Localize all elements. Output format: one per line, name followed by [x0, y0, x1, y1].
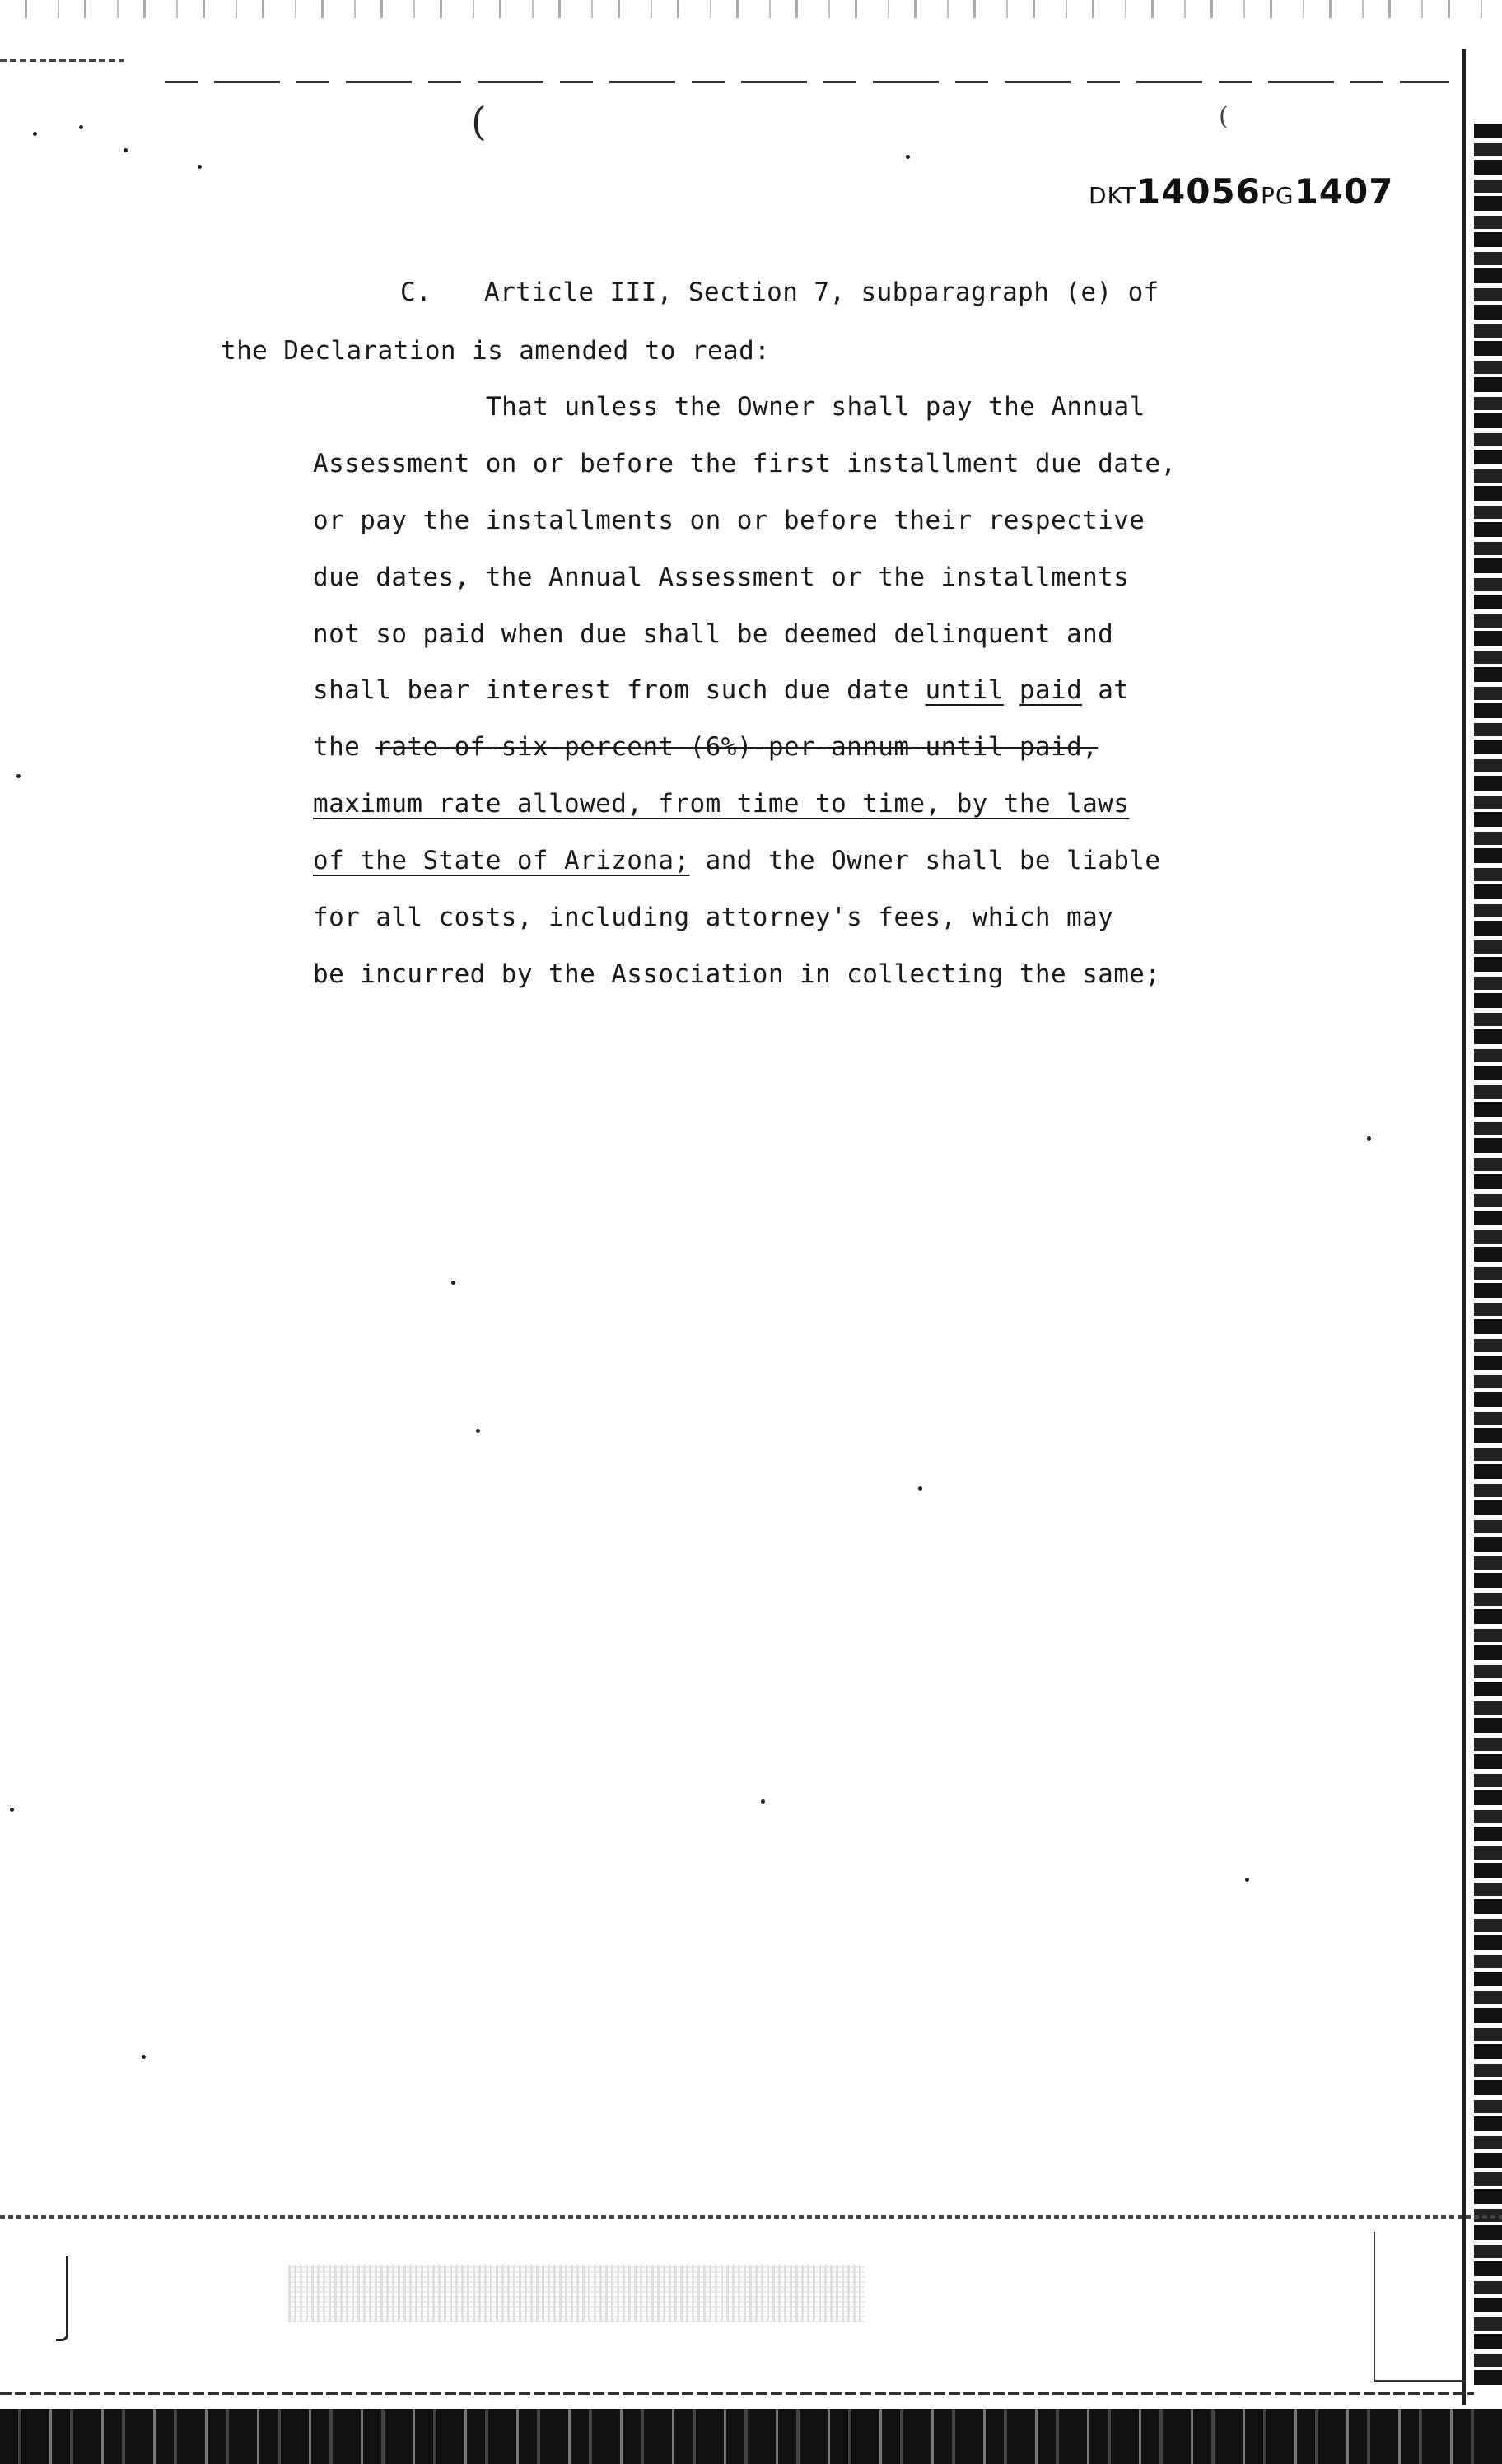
body-line-6 — [313, 675, 1129, 705]
docket-page-prefix: PG — [1260, 182, 1294, 209]
scan-edge-line — [1462, 49, 1466, 2405]
scan-noise-top — [0, 0, 1502, 18]
body-line-8-underlined: maximum rate allowed, from time to time, by the laws — [313, 789, 1130, 819]
scan-speck — [16, 774, 21, 778]
scan-speck — [918, 1486, 922, 1491]
scan-rule-top-left — [0, 59, 124, 62]
body-line-7 — [313, 732, 1098, 762]
scan-speck — [142, 2055, 146, 2059]
scan-border-right — [1474, 124, 1502, 2388]
underlined-state-of-arizona: of the State of Arizona; — [313, 846, 690, 875]
scan-speck — [761, 1799, 765, 1804]
body-line-6-text: shall bear interest from such due date — [313, 675, 926, 705]
scan-bracket-mark — [56, 2256, 68, 2341]
body-line-10: for all costs, including attorney's fees, which may — [313, 903, 1114, 932]
struck-through-text: rate-of-six-percent-(6%)-per-annum-until-paid, — [376, 732, 1099, 762]
body-line-1: That unless the Owner shall pay the Annual — [486, 392, 1145, 422]
scan-border-bottom — [0, 2409, 1502, 2464]
body-line-3: or pay the installments on or before their respective — [313, 506, 1145, 535]
underlined-until: until — [925, 675, 1004, 705]
body-line-5: not so paid when due shall be deemed delinquent and — [313, 619, 1114, 649]
scan-speck — [1245, 1878, 1249, 1882]
body-line-6-end: at — [1082, 675, 1130, 705]
scan-rule-top — [165, 81, 1449, 83]
docket-book-number: 14056 — [1136, 171, 1261, 212]
scan-box-mark — [1374, 2232, 1466, 2382]
body-line-9 — [313, 846, 1160, 875]
scan-paren-mark-right: ( — [1219, 102, 1229, 131]
body-line-7-text: the — [313, 732, 376, 762]
scan-speck — [906, 155, 910, 159]
section-letter: C. — [400, 278, 432, 307]
body-line-4: due dates, the Annual Assessment or the installments — [313, 562, 1130, 592]
scan-speck — [124, 148, 128, 152]
scan-rule-bottom — [0, 2215, 1502, 2219]
body-line-6-space — [1004, 675, 1019, 705]
scan-speck — [1367, 1136, 1371, 1141]
docket-page-number: 1407 — [1294, 171, 1394, 212]
section-intro-line-2: the Declaration is amended to read: — [221, 336, 771, 366]
scan-rule-footer — [0, 2392, 1474, 2395]
scan-speck — [198, 165, 202, 169]
scan-speck — [33, 132, 37, 136]
section-intro-line-1: Article III, Section 7, subparagraph (e) of — [484, 278, 1159, 307]
underlined-paid: paid — [1019, 675, 1083, 705]
body-line-9-end: and the Owner shall be liable — [689, 846, 1161, 875]
docket-page-stamp — [1089, 171, 1393, 212]
docket-book-prefix: DKT — [1089, 182, 1136, 209]
scan-speck — [79, 125, 83, 129]
scan-paren-mark: ( — [471, 99, 487, 145]
body-line-2: Assessment on or before the first installment due date, — [313, 449, 1177, 478]
scan-speck — [476, 1429, 480, 1433]
scan-smudge — [288, 2265, 865, 2322]
scan-speck — [10, 1808, 14, 1812]
body-line-11: be incurred by the Association in collecting the same; — [313, 959, 1161, 989]
scan-speck — [451, 1281, 455, 1285]
